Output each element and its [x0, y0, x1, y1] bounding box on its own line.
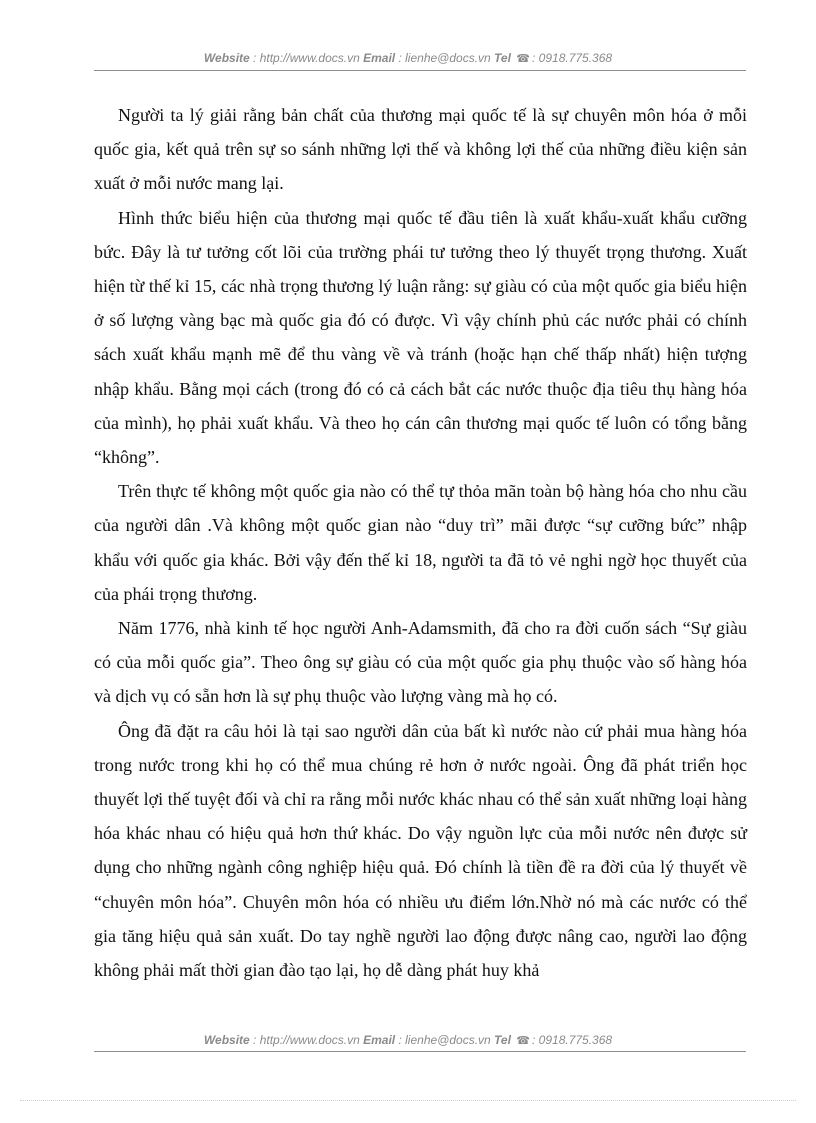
page-header — [0, 51, 816, 65]
footer-divider — [94, 1051, 746, 1052]
footer-tel-label: Tel — [494, 1033, 511, 1047]
paragraph-2: Hình thức biểu hiện của thương mại quốc tế đầu tiên là xuất khẩu-xuất khẩu cưỡng bức. Đây là tư tưởng cốt lõi của trường phái tư tưởng theo lý thuyết trọng thương. Xuất hiện từ thế kỉ 15, các nhà trọng thương lý luận rằng: sự giàu có của một quốc gia biểu hiện ở số lượng vàng bạc mà quốc gia đó có được. Vì vậy chính phủ các nước phải có chính sách xuất khẩu mạnh mẽ để thu vàng về và tránh (hoặc hạn chế thấp nhất) hiện tượng nhập khẩu. Bằng mọi cách (trong đó có cả cách bắt các nước thuộc địa tiêu thụ hàng hóa của mình), họ phải xuất khẩu. Và theo họ cán cân thương mại quốc tế luôn có tổng bằng “không”. — [94, 207, 747, 468]
header-divider — [94, 70, 746, 71]
header-website-value: : http://www.docs.vn — [253, 51, 360, 65]
footer-email-value: : lienhe@docs.vn — [398, 1033, 491, 1047]
header-tel-label: Tel — [494, 51, 511, 65]
paragraph-3: Trên thực tế không một quốc gia nào có thể tự thỏa mãn toàn bộ hàng hóa cho nhu cầu của người dân .Và không một quốc gian nào “duy trì” mãi được “sự cưỡng bức” nhập khẩu với quốc gia khác. Bởi vậy đến thế kỉ 18, người ta đã tỏ vẻ nghi ngờ học thuyết của của phái trọng thương. — [94, 481, 747, 604]
document-body — [94, 98, 747, 987]
paragraph-1: Người ta lý giải rằng bản chất của thương mại quốc tế là sự chuyên môn hóa ở mỗi quốc gia, kết quả trên sự so sánh những lợi thế và không lợi thế của những điều kiện sản xuất ở mỗi nước mang lại. — [94, 105, 747, 194]
phone-icon: ☎ — [516, 1035, 530, 1047]
page-edge-dotted-line — [20, 1100, 796, 1101]
header-website-label: Website — [203, 51, 250, 65]
footer-tel-value: : 0918.775.368 — [532, 1033, 613, 1047]
page-footer — [0, 1033, 816, 1047]
header-email-label: Email — [363, 51, 396, 65]
paragraph-4: Năm 1776, nhà kinh tế học người Anh-Adamsmith, đã cho ra đời cuốn sách “Sự giàu có của mỗi quốc gia”. Theo ông sự giàu có của một quốc gia phụ thuộc vào số hàng hóa và dịch vụ có sẵn hơn là sự phụ thuộc vào lượng vàng mà họ có. — [94, 618, 747, 707]
footer-website-value: : http://www.docs.vn — [253, 1033, 360, 1047]
phone-icon: ☎ — [516, 53, 530, 65]
header-tel-value: : 0918.775.368 — [532, 51, 613, 65]
footer-email-label: Email — [363, 1033, 396, 1047]
header-email-value: : lienhe@docs.vn — [398, 51, 491, 65]
footer-website-label: Website — [203, 1033, 250, 1047]
paragraph-5: Ông đã đặt ra câu hỏi là tại sao người dân của bất kì nước nào cứ phải mua hàng hóa trong nước trong khi họ có thể mua chúng rẻ hơn ở nước ngoài. Ông đã phát triển học thuyết lợi thế tuyệt đối và chỉ ra rằng mỗi nước khác nhau có thể sản xuất những loại hàng hóa khác nhau có hiệu quả hơn thứ khác. Do vậy nguồn lực của mỗi nước nên được sử dụng cho những ngành công nghiệp hiệu quả. Đó chính là tiền đề ra đời của lý thuyết về “chuyên môn hóa”. Chuyên môn hóa có nhiều ưu điểm lớn.Nhờ nó mà các nước có thể gia tăng hiệu quả sản xuất. Do tay nghề người lao động được nâng cao, người lao động không phải mất thời gian đào tạo lại, họ dễ dàng phát huy khả — [94, 720, 747, 981]
